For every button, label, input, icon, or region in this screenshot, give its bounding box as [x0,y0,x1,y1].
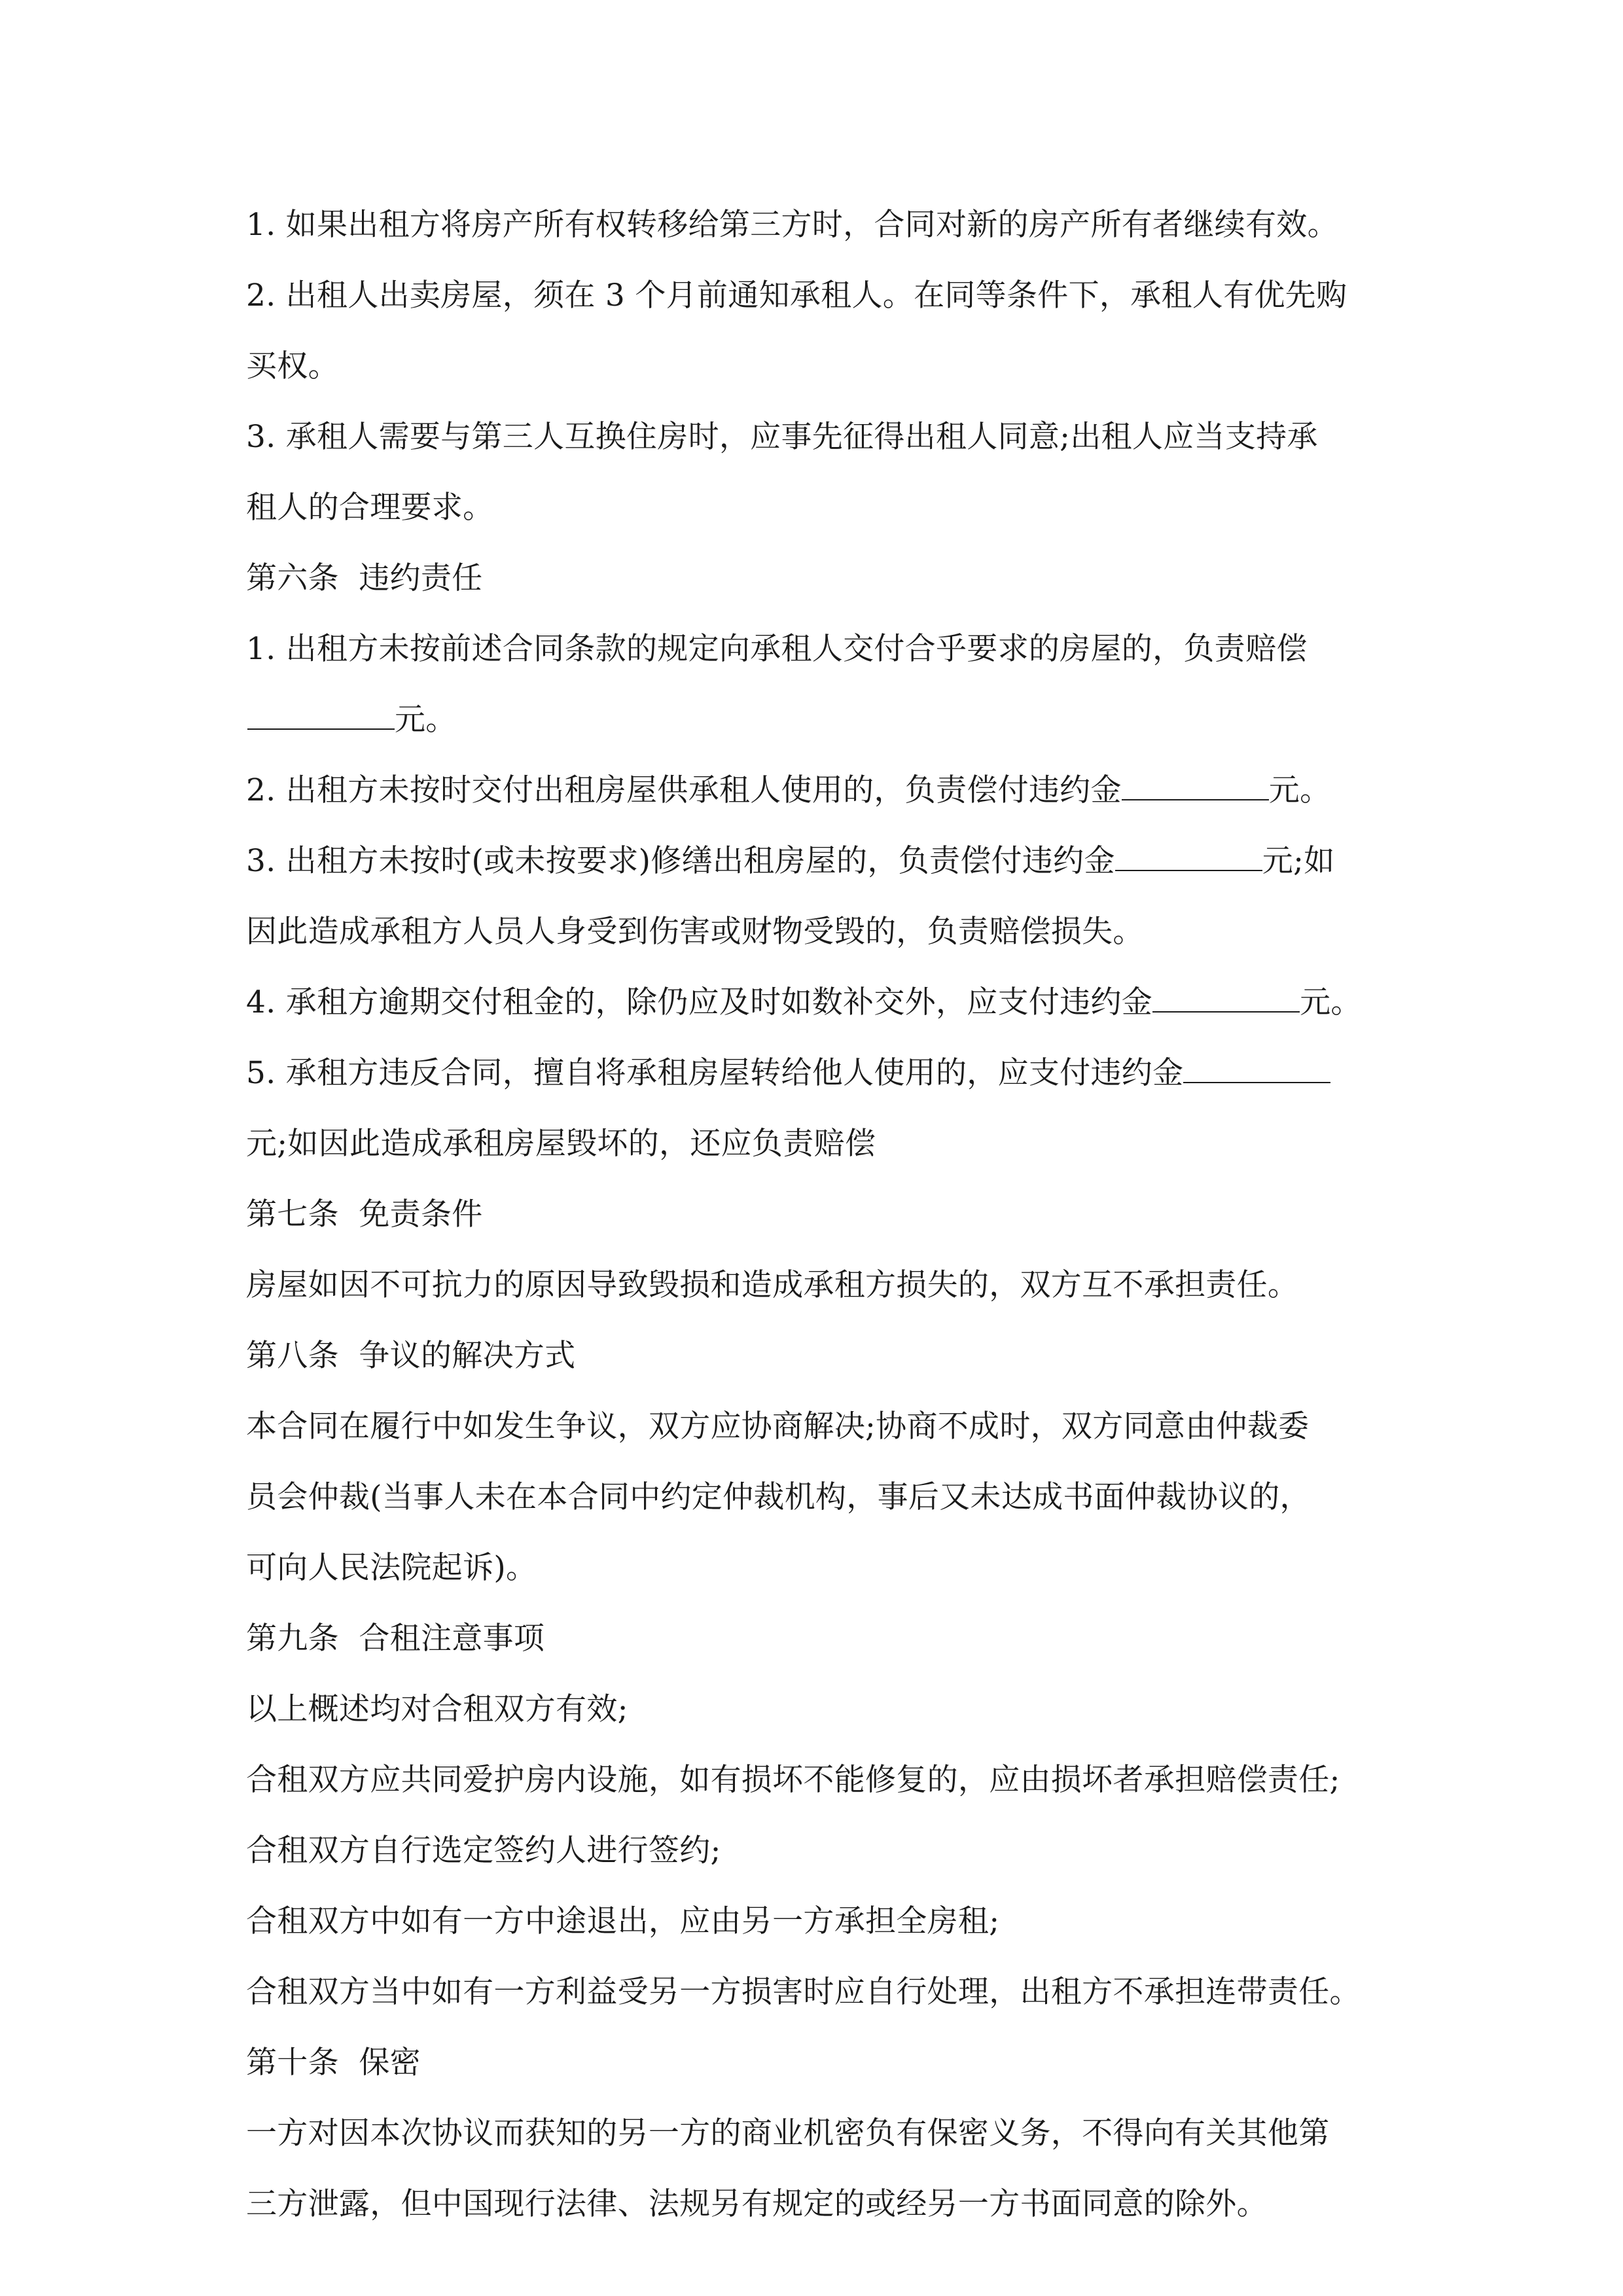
text-line: 1. 如果出租方将房产所有权转移给第三方时，合同对新的房产所有者继续有效。 [246,207,1338,243]
text-line: 三方泄露，但中国现行法律、法规另有规定的或经另一方书面同意的除外。 [246,2186,1268,2222]
text-line: 5. 承租方违反合同，擅自将承租房屋转给他人使用的，应支付违约金 [246,1055,1184,1091]
section-heading: 第七条 免责条件 [246,1196,483,1232]
text-line: 4. 承租方逾期交付租金的，除仍应及时如数补交外，应支付违约金 [246,984,1153,1020]
clause-5-item-3 [246,402,1404,473]
text-line: 买权。 [246,348,339,384]
clause-7-body [246,1250,1404,1321]
clause-10-body-1 [246,2098,1404,2169]
clause-6-item-3 [246,826,1404,897]
clause-8-heading [246,1321,1404,1391]
section-heading: 第九条 合租注意事项 [246,1621,545,1657]
clause-8-body-3 [246,1533,1404,1604]
fill-in-blank[interactable] [1183,1056,1330,1083]
clause-5-item-1 [246,190,1404,260]
clause-6-item-5 [246,1038,1404,1109]
text-line: 合租双方中如有一方中途退出，应由另一方承担全房租; [246,1903,1000,1939]
section-heading: 第十条 保密 [246,2045,421,2081]
clause-6-heading [246,543,1404,614]
clause-6-item-3-cont [246,897,1404,967]
fill-in-blank[interactable] [1152,985,1300,1013]
text-line: 元。 [395,702,457,738]
document-body [246,190,1404,2240]
text-line: 1. 出租方未按前述合同条款的规定向承租人交付合乎要求的房屋的，负责赔偿 [246,631,1308,667]
text-line: 以上概述均对合租双方有效; [246,1691,628,1727]
text-line: 一方对因本次协议而获知的另一方的商业机密负有保密义务，不得向有关其他第 [246,2115,1330,2151]
clause-8-body-1 [246,1391,1404,1462]
fill-in-blank[interactable] [1122,773,1269,800]
text-line: 租人的合理要求。 [246,490,494,526]
fill-in-blank[interactable] [1115,844,1262,871]
clause-6-item-5-cont [246,1109,1404,1179]
text-line: 3. 出租方未按时(或未按要求)修缮出租房屋的，负责偿付违约金 [246,843,1115,879]
clause-5-item-2-cont [246,331,1404,402]
clause-5-item-3-cont [246,473,1404,543]
text-line: 合租双方自行选定签约人进行签约; [246,1833,721,1869]
text-line: 因此造成承租方人员人身受到伤害或财物受毁的，负责赔偿损失。 [246,914,1144,950]
clause-6-item-2 [246,755,1404,826]
clause-10-heading [246,2028,1404,2098]
text-line: 合租双方应共同爱护房内设施，如有损坏不能修复的，应由损坏者承担赔偿责任; [246,1762,1340,1798]
clause-10-body-2 [246,2169,1404,2240]
clause-9-body-1 [246,1674,1404,1745]
text-line: 元;如 [1262,843,1335,879]
text-line: 合租双方当中如有一方利益受另一方损害时应自行处理，出租方不承担连带责任。 [246,1974,1361,2010]
clause-9-heading [246,1604,1404,1674]
text-line: 本合同在履行中如发生争议，双方应协商解决;协商不成时，双方同意由仲裁委 [246,1408,1310,1444]
clause-6-item-1 [246,614,1404,685]
clause-9-body-2 [246,1745,1404,1816]
clause-9-body-3 [246,1816,1404,1886]
section-heading: 第八条 争议的解决方式 [246,1338,576,1374]
clause-5-item-2 [246,260,1404,331]
text-line: 可向人民法院起诉)。 [246,1550,537,1586]
clause-9-body-4 [246,1886,1404,1957]
text-line: 员会仲裁(当事人未在本合同中约定仲裁机构，事后又未达成书面仲裁协议的， [246,1479,1311,1515]
text-line: 元;如因此造成承租房屋毁坏的，还应负责赔偿 [246,1126,876,1162]
text-line: 3. 承租人需要与第三人互换住房时，应事先征得出租人同意;出租人应当支持承 [246,419,1318,455]
clause-6-item-1-cont [246,685,1404,755]
clause-6-item-4 [246,967,1404,1038]
clause-9-body-5 [246,1957,1404,2028]
clause-7-heading [246,1179,1404,1250]
fill-in-blank[interactable] [247,702,395,730]
clause-8-body-2 [246,1462,1404,1533]
text-line: 2. 出租方未按时交付出租房屋供承租人使用的，负责偿付违约金 [246,772,1122,808]
text-line: 2. 出租人出卖房屋，须在 3 个月前通知承租人。在同等条件下，承租人有优先购 [246,278,1347,314]
text-line: 元。 [1300,984,1362,1020]
text-line: 元。 [1268,772,1331,808]
text-line: 房屋如因不可抗力的原因导致毁损和造成承租方损失的，双方互不承担责任。 [246,1267,1299,1303]
section-heading: 第六条 违约责任 [246,560,483,596]
